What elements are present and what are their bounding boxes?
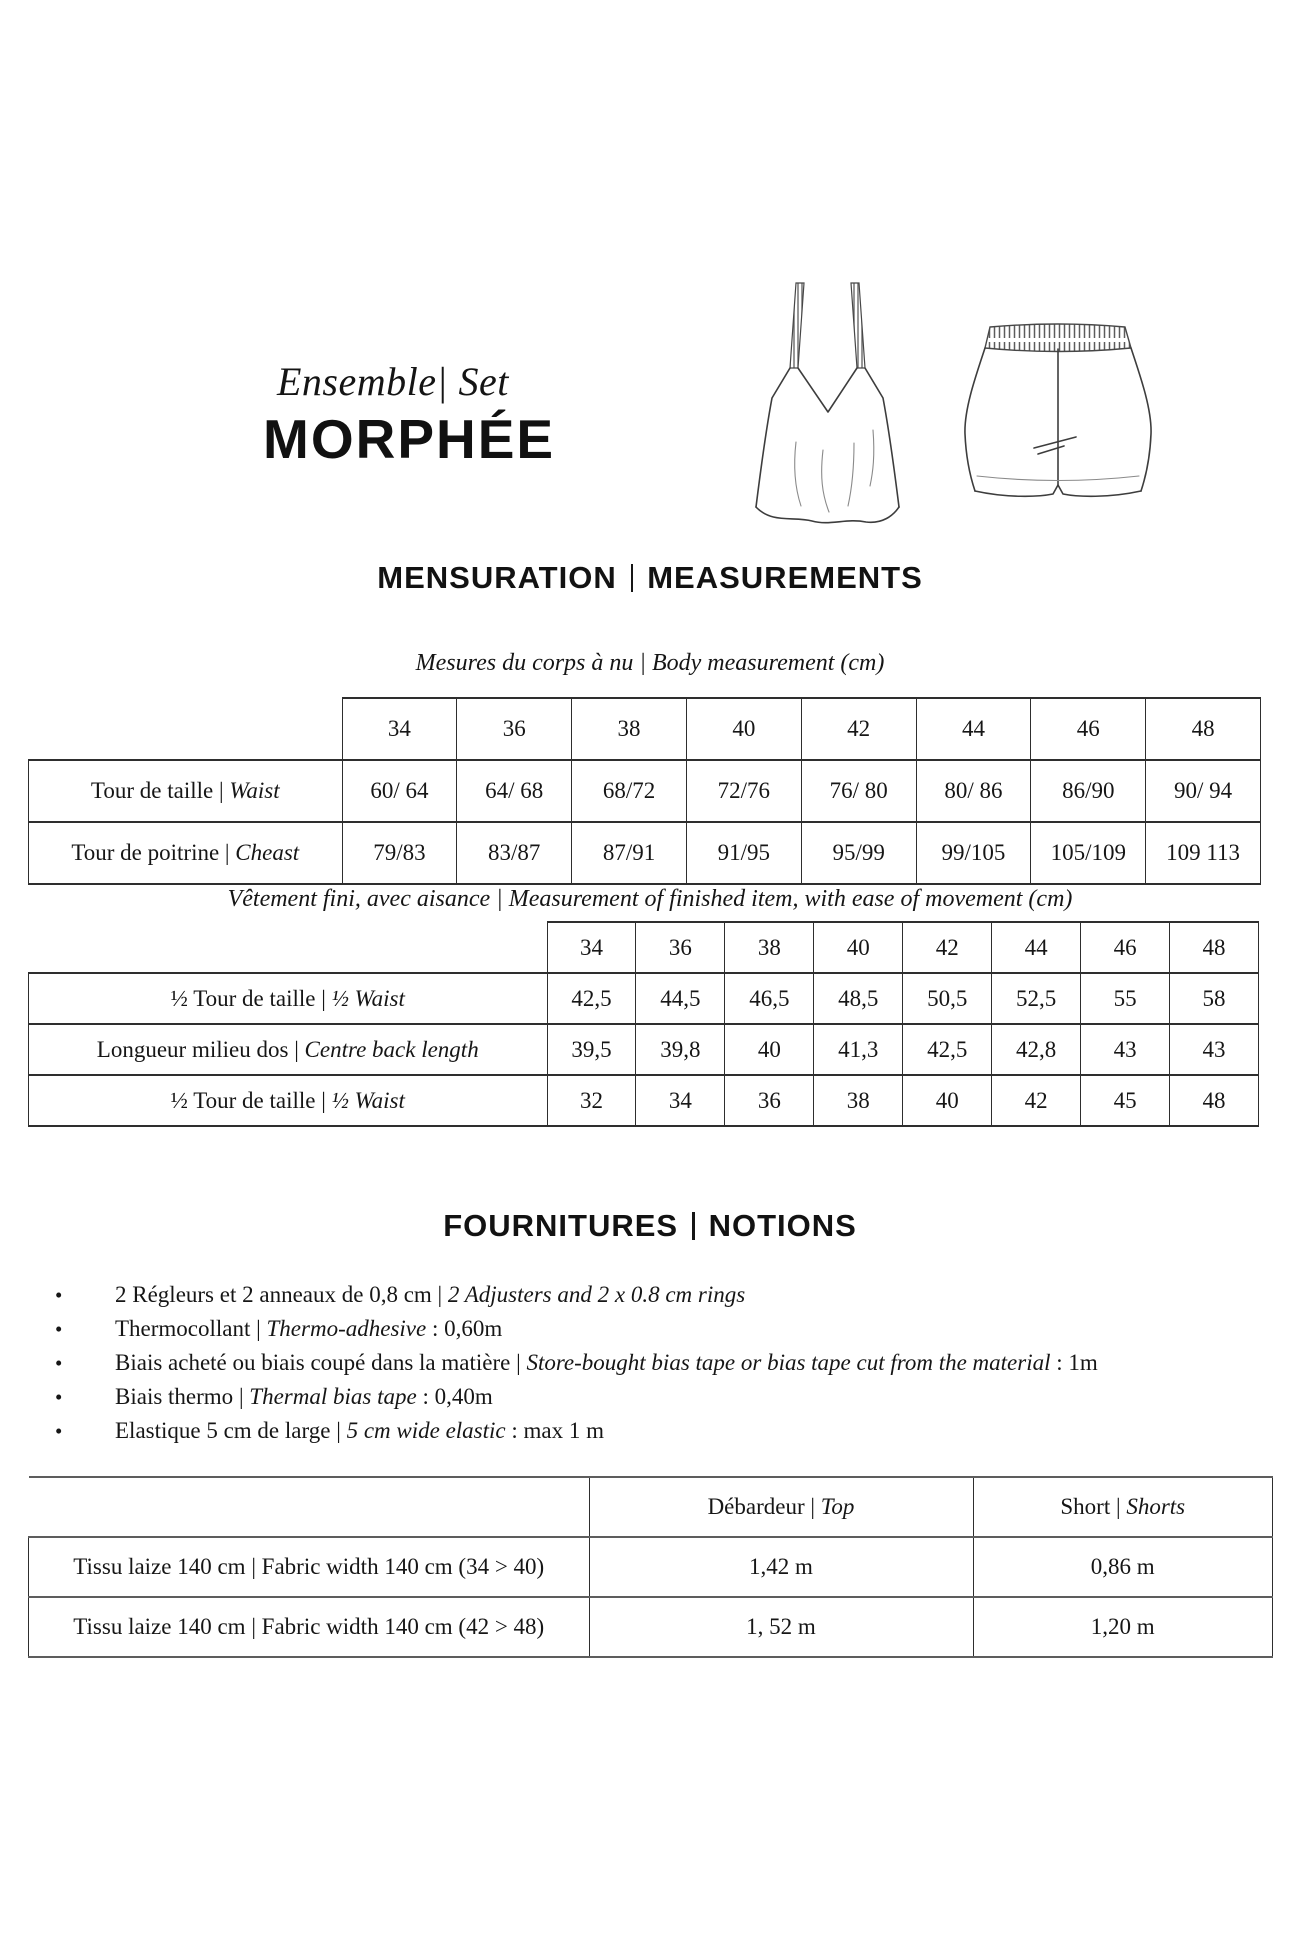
size-header-row xyxy=(29,922,1259,973)
notion-text-en: | Thermal bias tape xyxy=(233,1384,417,1409)
size-header-cell: 38 xyxy=(572,698,687,760)
row-label-cell xyxy=(29,1024,548,1075)
fabric-value-cell: 1,42 m xyxy=(589,1537,973,1597)
measurements-heading xyxy=(0,560,1300,596)
size-header-cell: 48 xyxy=(1170,922,1259,973)
fabric-column-fr: Débardeur xyxy=(707,1494,805,1519)
notion-item xyxy=(45,1419,1275,1443)
measurement-value-cell: 45 xyxy=(1081,1075,1170,1126)
measurement-value-cell: 36 xyxy=(725,1075,814,1126)
fabric-row xyxy=(29,1597,1273,1657)
heading-separator xyxy=(692,1212,695,1240)
row-label-en: | Waist xyxy=(213,778,279,803)
measurement-value-cell: 50,5 xyxy=(903,973,992,1024)
size-header-cell: 42 xyxy=(903,922,992,973)
notion-text-fr: Biais thermo xyxy=(115,1384,234,1409)
fabric-header-row xyxy=(29,1477,1273,1537)
measurement-value-cell: 91/95 xyxy=(686,822,801,884)
measurement-value-cell: 40 xyxy=(903,1075,992,1126)
measurement-value-cell: 68/72 xyxy=(572,760,687,822)
camisole-drawing xyxy=(744,280,912,533)
finished-garment-caption: Vêtement fini, avec aisance | Measurement of finished item, with ease of movement (cm) xyxy=(227,886,1073,912)
notions-heading xyxy=(0,1208,1300,1244)
measurement-value-cell: 95/99 xyxy=(801,822,916,884)
size-header-cell: 46 xyxy=(1031,698,1146,760)
measurement-value-cell: 34 xyxy=(636,1075,725,1126)
notion-amount: : 0,40m xyxy=(416,1384,493,1409)
size-header-cell: 44 xyxy=(916,698,1031,760)
title-block xyxy=(263,358,555,471)
notion-text-en: | 5 cm wide elastic xyxy=(330,1418,505,1443)
size-header-cell: 46 xyxy=(1081,922,1170,973)
measurement-value-cell: 48,5 xyxy=(814,973,903,1024)
fabric-column-en: | Top xyxy=(805,1494,855,1519)
measurement-value-cell: 99/105 xyxy=(916,822,1031,884)
row-label-fr: ½ Tour de taille xyxy=(170,985,316,1011)
size-header-cell: 42 xyxy=(801,698,916,760)
size-header-cell: 34 xyxy=(547,922,636,973)
measurement-value-cell: 39,8 xyxy=(636,1024,725,1075)
measurement-value-cell: 109 113 xyxy=(1146,822,1261,884)
fabric-column-en: | Shorts xyxy=(1110,1494,1185,1519)
fabric-value-cell: 1, 52 m xyxy=(589,1597,973,1657)
notions-list xyxy=(45,1283,1275,1453)
size-header-cell: 40 xyxy=(814,922,903,973)
notion-amount: : 1m xyxy=(1050,1350,1098,1375)
measurement-value-cell: 43 xyxy=(1170,1024,1259,1075)
notion-text-en: | 2 Adjusters and 2 x 0.8 cm rings xyxy=(432,1282,745,1307)
measurement-value-cell: 46,5 xyxy=(725,973,814,1024)
row-label-fr: Tour de poitrine xyxy=(71,840,220,865)
row-label-cell xyxy=(29,973,548,1024)
ensemble-set-subtitle: Ensemble| Set xyxy=(277,359,509,404)
notion-item xyxy=(45,1351,1275,1375)
measurement-value-cell: 86/90 xyxy=(1031,760,1146,822)
size-header-cell: 40 xyxy=(686,698,801,760)
measurement-value-cell: 76/ 80 xyxy=(801,760,916,822)
measurement-value-cell: 41,3 xyxy=(814,1024,903,1075)
size-header-cell: 36 xyxy=(636,922,725,973)
camisole-top-icon xyxy=(744,280,912,528)
size-header-cell: 38 xyxy=(725,922,814,973)
measurement-value-cell: 38 xyxy=(814,1075,903,1126)
measurement-row xyxy=(29,822,1261,884)
measurement-value-cell: 83/87 xyxy=(457,822,572,884)
measurements-heading-en: MEASUREMENTS xyxy=(647,560,923,595)
size-header-cell: 48 xyxy=(1146,698,1261,760)
notion-item xyxy=(45,1317,1275,1341)
size-header-cell: 34 xyxy=(342,698,457,760)
corner-cell xyxy=(29,698,343,760)
row-label-cell xyxy=(29,1075,548,1126)
row-label-en: | ½ Waist xyxy=(315,986,404,1011)
measurement-value-cell: 44,5 xyxy=(636,973,725,1024)
measurement-value-cell: 40 xyxy=(725,1024,814,1075)
row-label-cell xyxy=(29,822,343,884)
row-label-fr: Longueur milieu dos xyxy=(96,1036,289,1062)
fabric-requirement-table xyxy=(28,1476,1273,1658)
fabric-row-label: Tissu laize 140 cm | Fabric width 140 cm (42 > 48) xyxy=(29,1597,590,1657)
measurement-value-cell: 58 xyxy=(1170,973,1259,1024)
fabric-value-cell: 1,20 m xyxy=(973,1597,1273,1657)
size-header-cell: 36 xyxy=(457,698,572,760)
notions-heading-en: NOTIONS xyxy=(708,1208,857,1243)
measurements-heading-fr: MENSURATION xyxy=(377,560,617,595)
fabric-column-header xyxy=(973,1477,1273,1537)
measurement-value-cell: 90/ 94 xyxy=(1146,760,1261,822)
row-label-en: | Centre back length xyxy=(288,1037,478,1062)
notion-item xyxy=(45,1283,1275,1307)
measurement-row xyxy=(29,973,1259,1024)
fabric-column-header xyxy=(589,1477,973,1537)
row-label-fr: ½ Tour de taille xyxy=(170,1087,316,1113)
row-label-cell xyxy=(29,760,343,822)
measurement-value-cell: 64/ 68 xyxy=(457,760,572,822)
notion-text-fr: Thermocollant xyxy=(115,1316,251,1341)
measurement-value-cell: 80/ 86 xyxy=(916,760,1031,822)
measurement-value-cell: 87/91 xyxy=(572,822,687,884)
notion-text-fr: Biais acheté ou biais coupé dans la matière xyxy=(115,1350,511,1375)
notion-text-en: | Thermo-adhesive xyxy=(250,1316,426,1341)
body-measurement-caption: Mesures du corps à nu | Body measurement (cm) xyxy=(415,650,885,676)
measurement-value-cell: 48 xyxy=(1170,1075,1259,1126)
measurement-value-cell: 60/ 64 xyxy=(342,760,457,822)
row-label-en: | ½ Waist xyxy=(315,1088,404,1113)
corner-cell xyxy=(29,922,548,973)
measurement-row xyxy=(29,1075,1259,1126)
row-label-fr: Tour de taille xyxy=(90,778,214,803)
measurement-value-cell: 32 xyxy=(547,1075,636,1126)
heading-separator xyxy=(631,564,634,592)
notion-item xyxy=(45,1385,1275,1409)
notion-amount: : max 1 m xyxy=(505,1418,604,1443)
shorts-icon xyxy=(952,318,1164,508)
body-measurement-table xyxy=(28,697,1261,885)
measurement-value-cell: 79/83 xyxy=(342,822,457,884)
notions-heading-fr: FOURNITURES xyxy=(443,1208,679,1243)
size-header-cell: 44 xyxy=(992,922,1081,973)
measurement-value-cell: 42,5 xyxy=(547,973,636,1024)
measurement-value-cell: 105/109 xyxy=(1031,822,1146,884)
pattern-name: MORPHÉE xyxy=(263,408,556,470)
notion-text-fr: 2 Régleurs et 2 anneaux de 0,8 cm xyxy=(115,1282,432,1307)
measurement-row xyxy=(29,1024,1259,1075)
corner-cell xyxy=(29,1477,590,1537)
finished-garment-table xyxy=(28,921,1259,1127)
fabric-row-label: Tissu laize 140 cm | Fabric width 140 cm (34 > 40) xyxy=(29,1537,590,1597)
measurement-value-cell: 55 xyxy=(1081,973,1170,1024)
notion-text-fr: Elastique 5 cm de large xyxy=(115,1418,331,1443)
fabric-column-fr: Short xyxy=(1060,1494,1111,1519)
measurement-value-cell: 42,5 xyxy=(903,1024,992,1075)
measurement-value-cell: 39,5 xyxy=(547,1024,636,1075)
shorts-drawing xyxy=(952,318,1164,513)
fabric-row xyxy=(29,1537,1273,1597)
row-label-en: | Cheast xyxy=(219,840,299,865)
measurement-value-cell: 42 xyxy=(992,1075,1081,1126)
measurement-row xyxy=(29,760,1261,822)
size-header-row xyxy=(29,698,1261,760)
measurement-value-cell: 72/76 xyxy=(686,760,801,822)
measurement-value-cell: 43 xyxy=(1081,1024,1170,1075)
measurement-value-cell: 42,8 xyxy=(992,1024,1081,1075)
notion-text-en: | Store-bought bias tape or bias tape cut from the material xyxy=(510,1350,1050,1375)
measurement-value-cell: 52,5 xyxy=(992,973,1081,1024)
fabric-value-cell: 0,86 m xyxy=(973,1537,1273,1597)
notion-amount: : 0,60m xyxy=(426,1316,503,1341)
